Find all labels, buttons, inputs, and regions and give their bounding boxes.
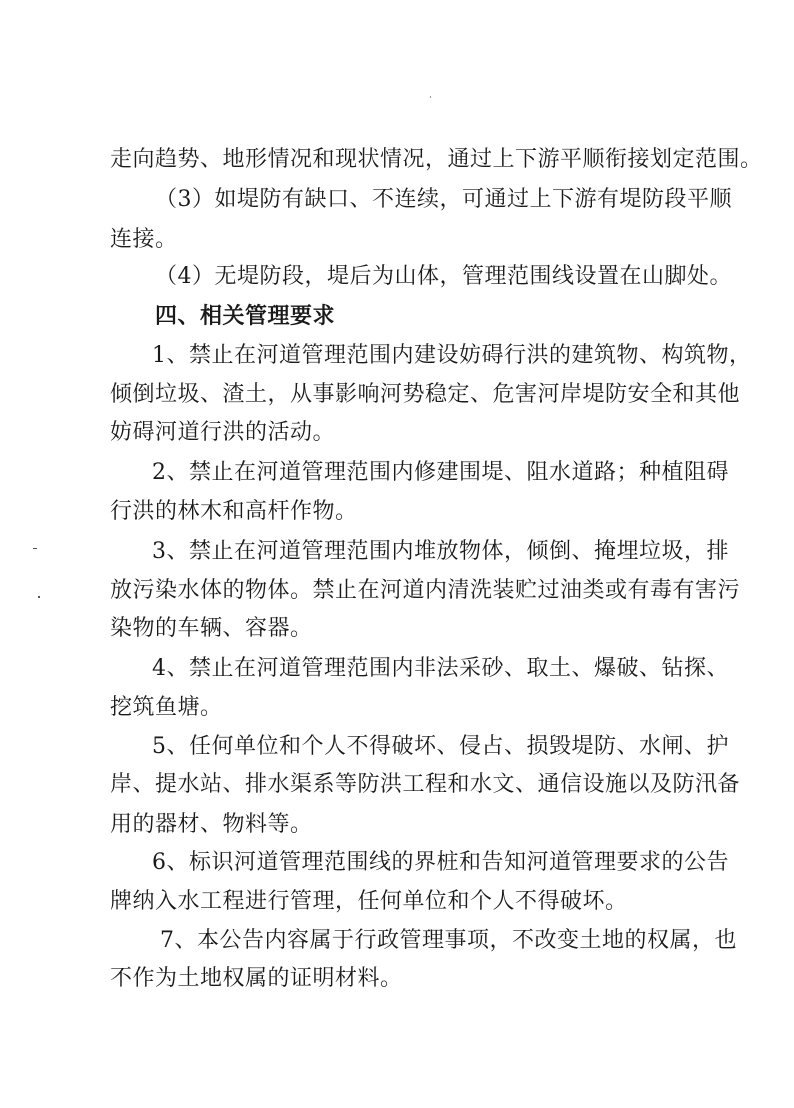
text-line: 3、禁止在河道管理范围内堆放物体，倾倒、掩埋垃圾，排	[152, 539, 729, 564]
scan-speck	[430, 96, 431, 98]
text-line: 妨碍河道行洪的活动。	[110, 420, 336, 445]
text-line: 7、本公告内容属于行政管理事项，不改变土地的权属，也	[160, 928, 737, 953]
text-line: 2、禁止在河道管理范围内修建围堤、阻水道路；种植阻碍	[152, 460, 729, 485]
text-line: 挖筑鱼塘。	[110, 695, 223, 720]
scan-speck	[33, 548, 37, 549]
text-line: 牌纳入水工程进行管理，任何单位和个人不得破坏。	[110, 889, 628, 914]
text-line: 放污染水体的物体。禁止在河道内清洗装贮过油类或有毒有害污	[110, 578, 741, 603]
text-line: 倾倒垃圾、渣土，从事影响河势稳定、危害河岸堤防安全和其他	[110, 382, 741, 407]
text-line: 6、标识河道管理范围线的界桩和告知河道管理要求的公告	[152, 850, 729, 875]
text-line: 不作为土地权属的证明材料。	[110, 966, 403, 991]
text-line: 走向趋势、地形情况和现状情况，通过上下游平顺衔接划定范围。	[110, 147, 763, 172]
scan-speck	[38, 596, 40, 598]
text-line: （3）如堤防有缺口、不连续，可通过上下游有堤防段平顺	[155, 187, 732, 212]
text-line: 行洪的林木和高杆作物。	[110, 499, 358, 524]
section-heading: 四、相关管理要求	[155, 304, 336, 329]
text-line: 4、禁止在河道管理范围内非法采砂、取土、爆破、钻探、	[152, 656, 729, 681]
text-line: 染物的车辆、容器。	[110, 616, 313, 641]
text-line: 用的器材、物料等。	[110, 812, 313, 837]
text-line: 1、禁止在河道管理范围内建设妨碍行洪的建筑物、构筑物，	[152, 343, 752, 368]
text-line: （4）无堤防段，堤后为山体，管理范围线设置在山脚处。	[155, 264, 732, 289]
text-line: 岸、提水站、排水渠系等防洪工程和水文、通信设施以及防汛备	[110, 772, 741, 797]
text-line: 连接。	[110, 227, 178, 252]
text-line: 5、任何单位和个人不得破坏、侵占、损毁堤防、水闸、护	[152, 734, 729, 759]
